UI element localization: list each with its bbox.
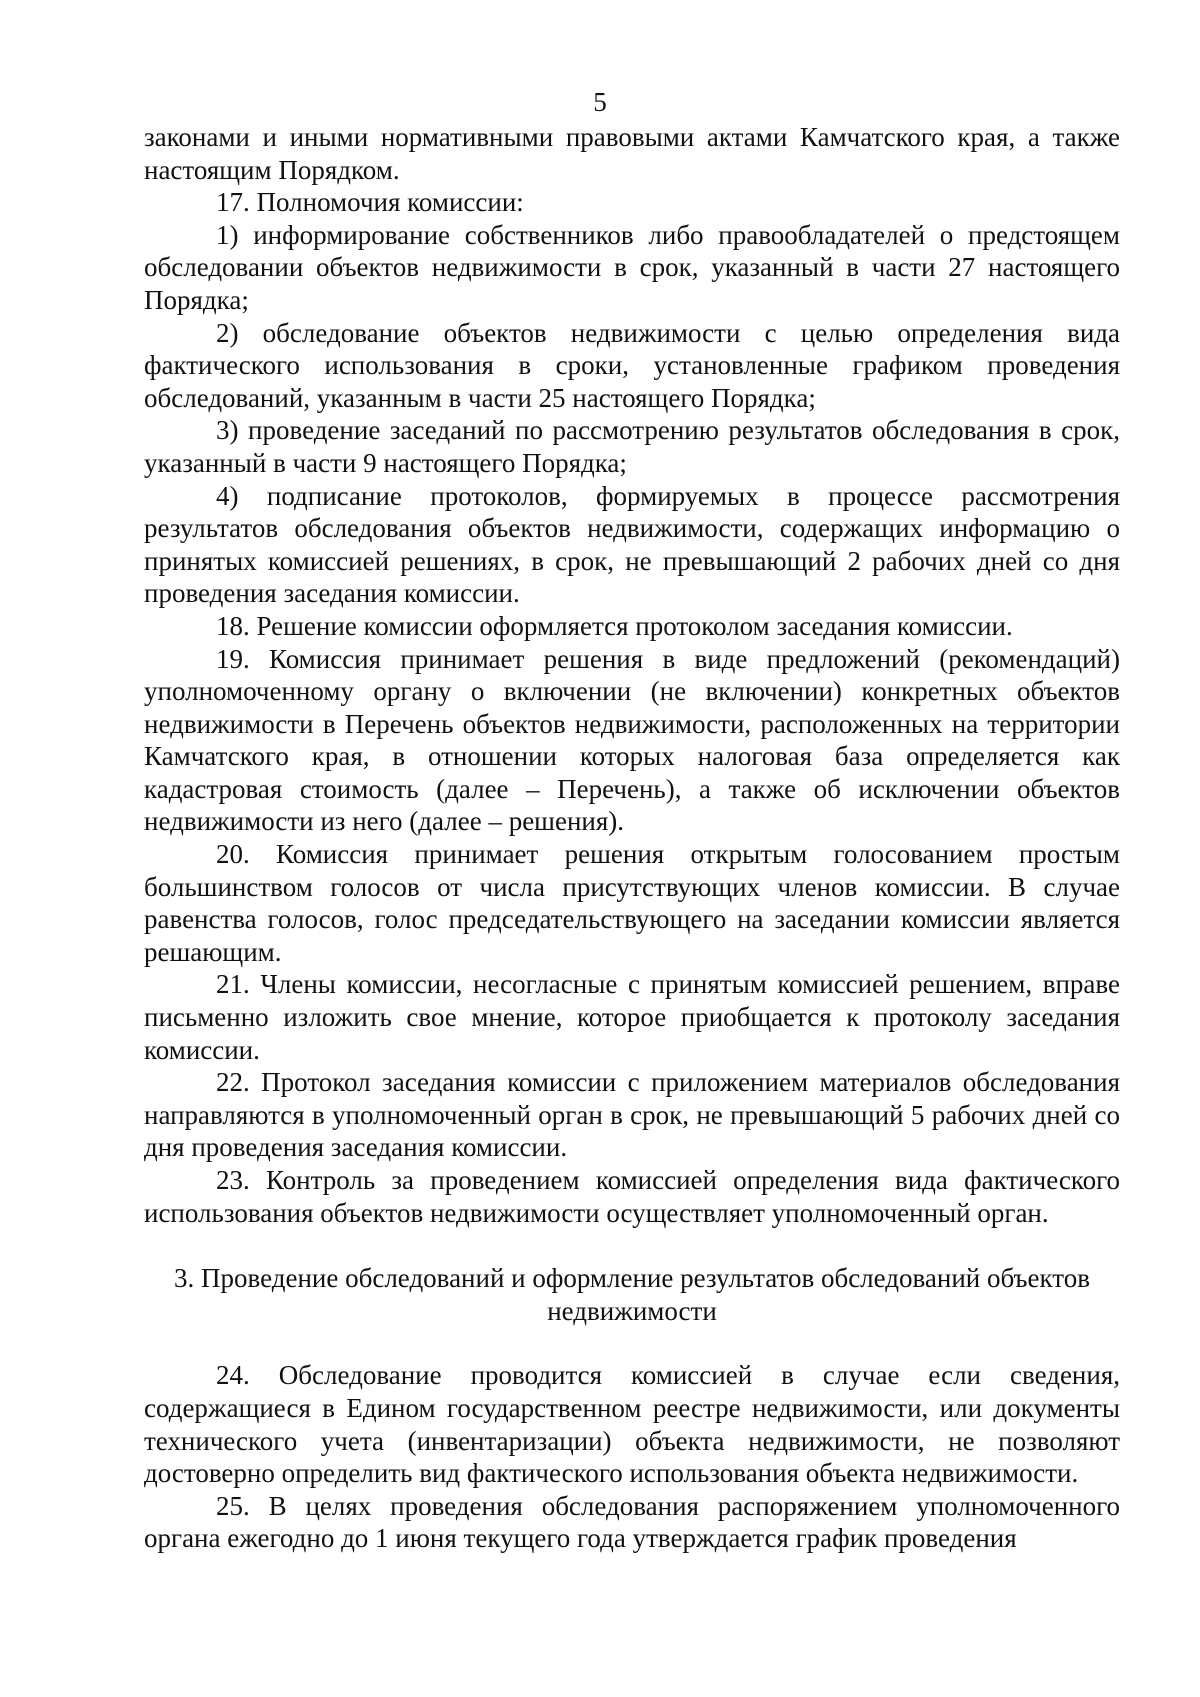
section-heading: 3. Проведение обследований и оформление результатов обследований объектов недвижимости <box>174 1263 1090 1326</box>
paragraph-24: 24. Обследование проводится комиссией в случае если сведения, содержащиеся в Едином государственном реестре недвижимости, или документы технического учета (инвентаризации) объекта недвижимости, не позволяют достоверно определить вид фактического использования объекта недвижимости. <box>144 1360 1120 1489</box>
page-number: 5 <box>593 87 607 117</box>
paragraph-18: 18. Решение комиссии оформляется протоколом заседания комиссии. <box>216 610 1013 641</box>
paragraph-17-item-1: 1) информирование собственников либо правообладателей о предстоящем обследовании объектов недвижимости в срок, указанный в части 27 настоящего Порядка; <box>144 219 1120 315</box>
paragraph-continuation: законами и иными нормативными правовыми актами Камчатского края, а также настоящим Порядком. <box>144 122 1120 185</box>
paragraph-25: 25. В целях проведения обследования распоряжением уполномоченного органа ежегодно до 1 июня текущего года утверждается график проведения <box>144 1490 1120 1554</box>
paragraph-17-item-4: 4) подписание протоколов, формируемых в процессе рассмотрения результатов обследования объектов недвижимости, содержащих информацию о принятых комиссией решениях, в срок, не превышающий 2 рабочих дней со дня проведения заседания комиссии. <box>144 480 1120 609</box>
paragraph-21: 21. Члены комиссии, несогласные с принятым комиссией решением, вправе письменно изложить свое мнение, которое приобщается к протоколу заседания комиссии. <box>144 969 1120 1065</box>
paragraph-17: 17. Полномочия комиссии: <box>216 187 524 218</box>
document-body <box>144 121 1120 1555</box>
paragraph-20: 20. Комиссия принимает решения открытым голосованием простым большинством голосов от числа присутствующих членов комиссии. В случае равенства голосов, голос председательствующего на заседании комиссии является решающим. <box>144 839 1120 967</box>
paragraph-22: 22. Протокол заседания комиссии с приложением материалов обследования направляются в уполномоченный орган в срок, не превышающий 5 рабочих дней со дня проведения заседания комиссии. <box>144 1067 1120 1163</box>
paragraph-23: 23. Контроль за проведением комиссией определения вида фактического использования объектов недвижимости осуществляет уполномоченный орган. <box>144 1165 1120 1228</box>
paragraph-19: 19. Комиссия принимает решения в виде предложений (рекомендаций) уполномоченному органу о включении (не включении) конкретных объектов недвижимости в Перечень объектов недвижимости, расположенных на территории Камчатского края, в отношении которых налоговая база определяется как кадастровая стоимость (далее – Перечень), а также об исключении объектов недвижимости из него (далее – решения). <box>144 643 1120 837</box>
paragraph-17-item-3: 3) проведение заседаний по рассмотрению результатов обследования в срок, указанный в части 9 настоящего Порядка; <box>144 415 1120 478</box>
paragraph-17-item-2: 2) обследование объектов недвижимости с целью определения вида фактического использования в сроки, установленные графиком проведения обследований, указанным в части 25 настоящего Порядка; <box>144 317 1120 413</box>
